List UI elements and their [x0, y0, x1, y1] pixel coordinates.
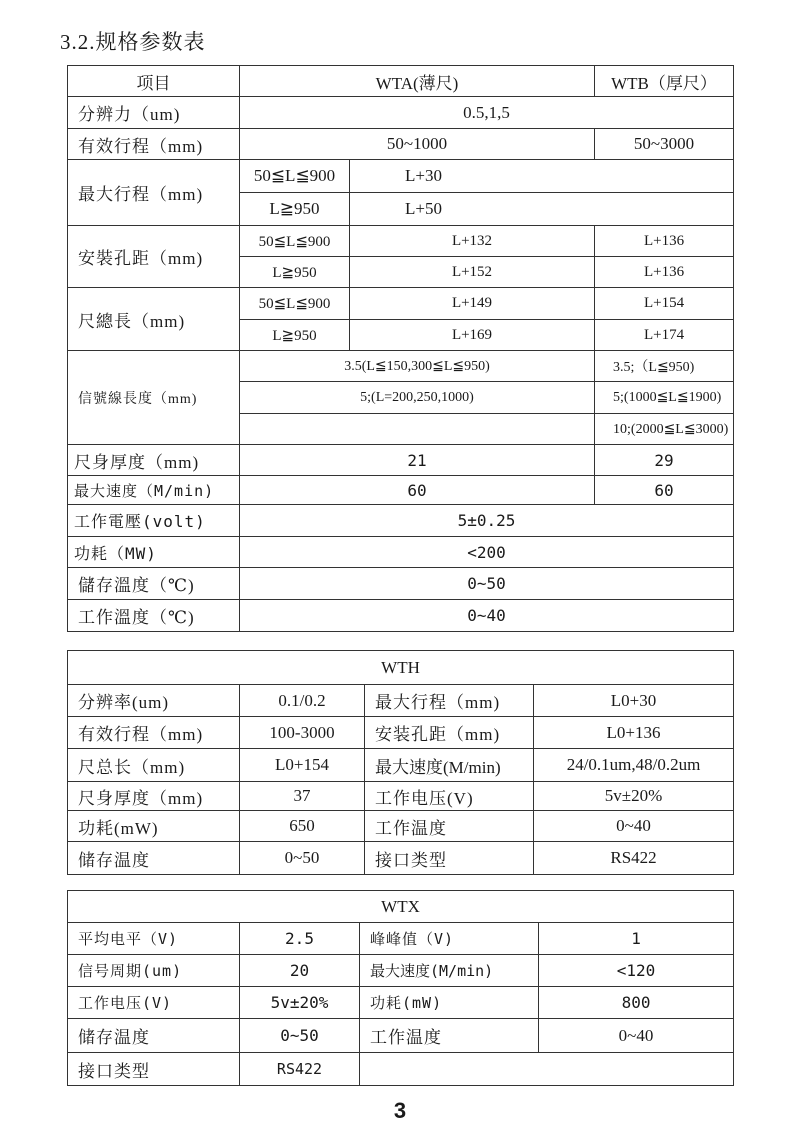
table-row [68, 891, 734, 923]
table-row [68, 651, 734, 685]
table-row [68, 66, 734, 97]
wth-value: 0~50 [240, 842, 365, 875]
wth-key: 工作电压(V) [365, 782, 534, 811]
wth-key: 尺身厚度（mm) [68, 782, 240, 811]
spec-table-wta-wtb [67, 65, 734, 632]
wth-value: 650 [240, 811, 365, 842]
max-speed-wtb: 60 [595, 476, 734, 505]
table-row [68, 226, 734, 257]
wth-key: 储存温度 [68, 842, 240, 875]
mount-hole-wtb: L+136 [595, 226, 734, 257]
table-row [68, 445, 734, 476]
max-travel-value: L+30 [350, 160, 734, 193]
total-length-label: 尺總長（mm) [68, 288, 240, 351]
total-length-wtb: L+154 [595, 288, 734, 320]
wtx-value: 1 [539, 923, 734, 955]
voltage-value: 5±0.25 [240, 505, 734, 537]
table-row [68, 505, 734, 537]
total-length-wtb: L+174 [595, 320, 734, 351]
spec-table-wtx [67, 890, 734, 1086]
wth-key: 尺总长（mm) [68, 749, 240, 782]
signal-cable-wta: 5;(L=200,250,1000) [240, 382, 595, 414]
resolution-value: 0.5,1,5 [240, 97, 734, 129]
table-row [68, 97, 734, 129]
wth-value: 24/0.1um,48/0.2um [534, 749, 734, 782]
empty-cell [360, 1053, 734, 1086]
table-row [68, 717, 734, 749]
table-row [68, 782, 734, 811]
thickness-wtb: 29 [595, 445, 734, 476]
wtx-key: 接口类型 [68, 1053, 240, 1086]
max-travel-cond: 50≦L≦900 [240, 160, 350, 193]
total-length-wta: L+149 [350, 288, 595, 320]
work-temp-label: 工作溫度（℃) [68, 600, 240, 632]
signal-cable-label: 信號線長度（mm) [68, 351, 240, 445]
signal-cable-wtb: 5;(1000≦L≦1900) [595, 382, 734, 414]
wth-value: 0.1/0.2 [240, 685, 365, 717]
wth-value: L0+30 [534, 685, 734, 717]
table-row [68, 749, 734, 782]
wth-key: 功耗(mW) [68, 811, 240, 842]
mount-hole-cond: L≧950 [240, 257, 350, 288]
table-row [68, 476, 734, 505]
wth-key: 接口类型 [365, 842, 534, 875]
table-row [68, 129, 734, 160]
wtx-key: 峰峰值（V) [360, 923, 539, 955]
wth-value: RS422 [534, 842, 734, 875]
table-row [68, 811, 734, 842]
power-value: <200 [240, 537, 734, 568]
wth-key: 安装孔距（mm) [365, 717, 534, 749]
wtx-value: 5v±20% [240, 987, 360, 1019]
table-row [68, 160, 734, 193]
effective-travel-wtb: 50~3000 [595, 129, 734, 160]
wth-key: 有效行程（mm) [68, 717, 240, 749]
section-title: 3.2.规格参数表 [60, 30, 206, 54]
signal-cable-wtb: 3.5;（L≦950) [595, 351, 734, 382]
wtx-value: 0~40 [539, 1019, 734, 1053]
wtx-title: WTX [68, 891, 734, 923]
mount-hole-wtb: L+136 [595, 257, 734, 288]
signal-cable-wta: 3.5(L≦150,300≦L≦950) [240, 351, 595, 382]
table-row [68, 1019, 734, 1053]
mount-hole-wta: L+132 [350, 226, 595, 257]
wth-value: 100-3000 [240, 717, 365, 749]
max-speed-label: 最大速度（M/min) [68, 476, 240, 505]
wtx-key: 储存温度 [68, 1019, 240, 1053]
table-row [68, 351, 734, 382]
wth-key: 最大速度(M/min) [365, 749, 534, 782]
table-row [68, 568, 734, 600]
wtx-value: 2.5 [240, 923, 360, 955]
mount-hole-wta: L+152 [350, 257, 595, 288]
effective-travel-label: 有效行程（mm) [68, 129, 240, 160]
table-row [68, 955, 734, 987]
wtx-value: 0~50 [240, 1019, 360, 1053]
table-row [68, 923, 734, 955]
max-travel-cond: L≧950 [240, 193, 350, 226]
total-length-cond: 50≦L≦900 [240, 288, 350, 320]
wth-key: 工作温度 [365, 811, 534, 842]
work-temp-value: 0~40 [240, 600, 734, 632]
wtx-key: 信号周期(um) [68, 955, 240, 987]
wth-value: 0~40 [534, 811, 734, 842]
header-wta: WTA(薄尺) [240, 66, 595, 97]
wth-value: 5v±20% [534, 782, 734, 811]
table-row [68, 685, 734, 717]
signal-cable-wtb: 10;(2000≦L≦3000) [595, 414, 734, 445]
mount-hole-cond: 50≦L≦900 [240, 226, 350, 257]
header-wtb: WTB（厚尺） [595, 66, 734, 97]
wtx-value: 800 [539, 987, 734, 1019]
wth-value: L0+136 [534, 717, 734, 749]
storage-temp-label: 儲存溫度（℃) [68, 568, 240, 600]
page-number: 3 [393, 1098, 407, 1123]
wtx-value: 20 [240, 955, 360, 987]
spec-table-wth [67, 650, 734, 875]
wtx-key: 平均电平（V) [68, 923, 240, 955]
wth-key: 最大行程（mm) [365, 685, 534, 717]
wtx-key: 功耗(mW) [360, 987, 539, 1019]
table-row [68, 842, 734, 875]
wth-key: 分辨率(um) [68, 685, 240, 717]
thickness-label: 尺身厚度（mm) [68, 445, 240, 476]
max-travel-value: L+50 [350, 193, 734, 226]
voltage-label: 工作電壓(volt) [68, 505, 240, 537]
table-row [68, 537, 734, 568]
wth-value: L0+154 [240, 749, 365, 782]
thickness-wta: 21 [240, 445, 595, 476]
wtx-value: RS422 [240, 1053, 360, 1086]
wth-title: WTH [68, 651, 734, 685]
mount-hole-label: 安裝孔距（mm) [68, 226, 240, 288]
signal-cable-wta [240, 414, 595, 445]
wtx-key: 工作温度 [360, 1019, 539, 1053]
max-travel-label: 最大行程（mm) [68, 160, 240, 226]
table-row [68, 288, 734, 320]
table-row [68, 600, 734, 632]
wtx-key: 最大速度(M/min) [360, 955, 539, 987]
table-row [68, 987, 734, 1019]
max-speed-wta: 60 [240, 476, 595, 505]
wth-value: 37 [240, 782, 365, 811]
wtx-value: <120 [539, 955, 734, 987]
total-length-cond: L≧950 [240, 320, 350, 351]
wtx-key: 工作电压(V) [68, 987, 240, 1019]
header-item: 项目 [68, 66, 240, 97]
power-label: 功耗（MW) [68, 537, 240, 568]
resolution-label: 分辨力（um) [68, 97, 240, 129]
effective-travel-wta: 50~1000 [240, 129, 595, 160]
table-row [68, 1053, 734, 1086]
storage-temp-value: 0~50 [240, 568, 734, 600]
total-length-wta: L+169 [350, 320, 595, 351]
